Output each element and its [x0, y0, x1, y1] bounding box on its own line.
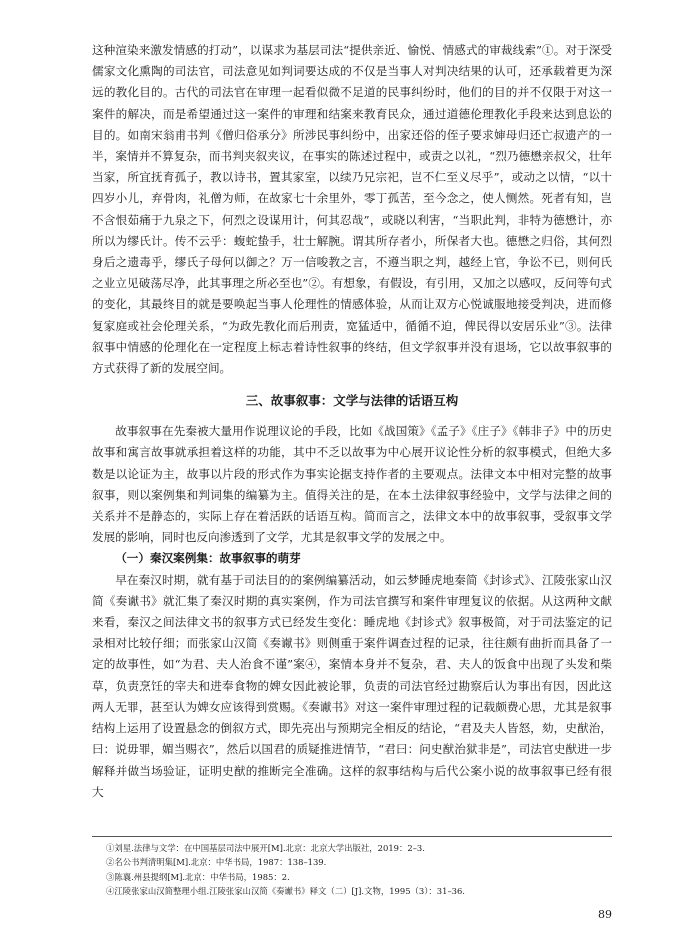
- subsection-heading: （一）秦汉案例集：故事叙事的萌芽: [115, 551, 301, 566]
- footnote: ①刘星.法律与文学：在中国基层司法中展开[M].北京：北京大学出版社，2019：2–3.: [106, 843, 425, 853]
- footnote: ③陈襄.州县提纲[M].北京：中华书局，1985：2.: [106, 871, 290, 882]
- footnote: ②名公书判清明集[M].北京：中华书局，1987：138–139.: [106, 857, 327, 868]
- page-number: 89: [598, 908, 612, 921]
- paragraph-intro: 这种渲染来激发情感的打动”，以谋求为基层司法“提供亲近、愉悦、情感式的审裁线索”①。对于深受儒家文化熏陶的司法官，司法意见如判词要达成的不仅是当事人对判决结果的认可，还承载着更为深远的教化目的。古代的司法官在审理一起看似微不足道的民事纠纷时，他们的目的并不仅限于对这一案件的解决，而是希望通过这一案件的审理和结案来教育民众，通过道德伦理教化手段来达到息讼的目的。如南宋翁甫书判《僧归俗承分》所涉民事纠纷中，出家还俗的侄子要求婶母归还亡叔遗产的一半，案情并不算复杂，而书判夹叙夹议，在事实的陈述过程中，或责之以礼，“烈乃德懋亲叔父，壮年当家，所宜抚育孤子，教以诗书，置其家室，以续乃兄宗祀，岂不仁至义尽乎”，或动之以情，“以十四岁小儿，弃骨肉，礼僧为师，在故家七十余里外，零丁孤苦，至今念之，使人恻然。死者有知，岂不含恨茹痛于九泉之下，何烈之设谋用计，何其忍哉”，或晓以利害，“当职此判，非特为德懋计，亦所以为缪氏计。传不云乎：蝮蛇蛰手，壮士解腕。谓其所存者小，所保者大也。德懋之归俗，其何烈身后之遗毒乎，缪氏子母何以御之？万一信唆教之言，不遵当职之判，越经上官，争讼不已，则何氏之业立见破荡尽净，此其事理之所必至也”②。有想象，有假设，有引用，又加之以感叹，反问等句式的变化，其最终目的就是要唤起当事人伦理性的情感体验，从而让双方心悦诚服地接受判决，进而修复家庭或社会伦理关系，“为政先教化而后刑责，宽猛适中，循循不迫，俾民得以安居乐业”③。法律叙事中情感的伦理化在一定程度上标志着诗性叙事的终结，但文学叙事并没有退场，它以故事叙事的方式获得了新的发展空间。: [92, 43, 612, 376]
- main-text: [92, 40, 612, 803]
- paragraph-subsection: 早在秦汉时期，就有基于司法目的的案例编纂活动，如云梦睡虎地秦简《封诊式》、江陵张家山汉简《奏谳书》就汇集了秦汉时期的真实案例，作为司法官撰写和案件审理复议的依据。从这两种文献来看，秦汉之间法律文书的叙事方式已经发生变化：睡虎地《封诊式》叙事极简，对于司法鉴定的记录相对比较仔细；而张家山汉简《奏谳书》则侧重于案件调查过程的记录，往往颇有曲折而具备了一定的故事性，如“为君、夫人治食不谨”案④，案情本身并不复杂，君、夫人的饭食中出现了头发和柴草，负责烹饪的宰夫和进奉食物的婢女因此被论罪，负责的司法官经过勘察后认为事出有因，因此这两人无罪，甚至认为婢女应该得到赏赐。《奏谳书》对这一案件审理过程的记载颇费心思，尤其是叙事结构上运用了设置悬念的倒叙方式，即先亮出与预期完全相反的结论，“君及夫人皆怒，劾，史猷治，曰：说毋罪，媚当赐衣”，然后以国君的质疑推进情节，“君曰：问史猷治狱非是”，司法官史猷进一步解释并做当场验证，证明史猷的推断完全准确。这样的叙事结构与后代公案小说的故事叙事已经有很大: [92, 572, 612, 799]
- paragraph-section: 故事叙事在先秦被大量用作说理议论的手段，比如《战国策》《孟子》《庄子》《韩非子》中的历史故事和寓言故事就承担着这样的功能，其中不乏以故事为中心展开议论性分析的叙事模式，但绝大多数是以论证为主，故事以片段的形式作为事实论据支持作者的主要观点。法律文本中相对完整的故事叙事，则以案例集和判词集的编纂为主。值得关注的是，在本土法律叙事经验中，文学与法律之间的关系并不是静态的，实际上存在着活跃的话语互构。简而言之，法律文本中的故事叙事，受叙事文学发展的影响，同时也反向渗透到了文学，尤其是叙事文学的发展之中。: [92, 424, 612, 545]
- section-heading: 三、故事叙事：文学与法律的话语互构: [245, 393, 459, 409]
- footnotes: [92, 836, 612, 899]
- footnote: ④江陵张家山汉简整理小组.江陵张家山汉简《奏谳书》释文（二）[J].文物，1995（3）：31–36.: [106, 886, 465, 897]
